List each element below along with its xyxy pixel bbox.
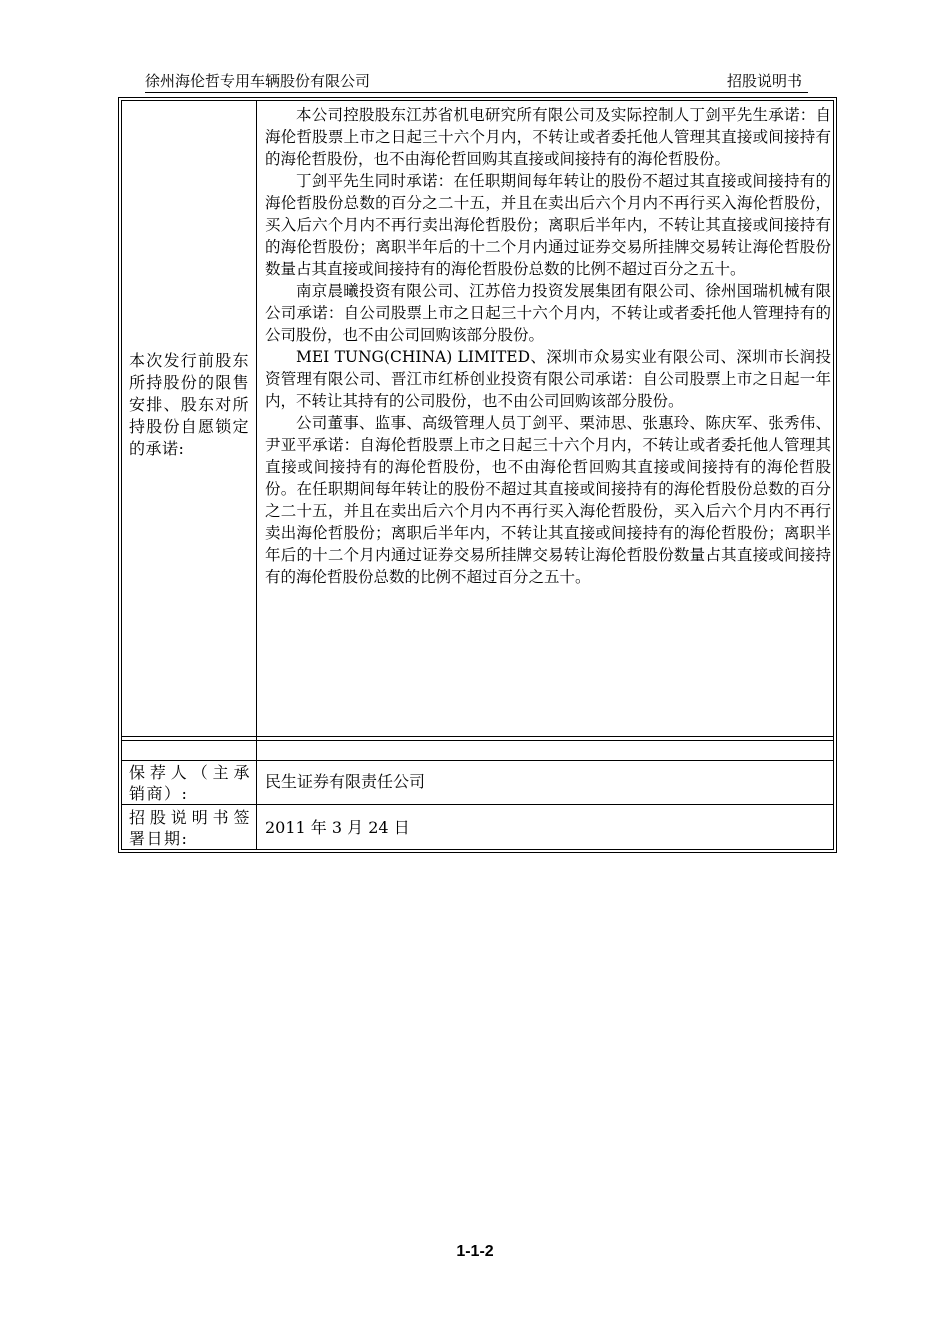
table-column-divider <box>256 100 257 850</box>
table-row-divider <box>121 736 834 737</box>
page-header <box>145 70 808 93</box>
lockup-content <box>265 104 831 588</box>
lockup-paragraph: 公司董事、监事、高级管理人员丁剑平、栗沛思、张惠玲、陈庆军、张秀伟、尹亚平承诺：自海伦哲股票上市之日起三十六个月内，不转让或者委托他人管理其直接或间接持有的海伦哲股份，也不由海伦哲回购其直接或间接持有的海伦哲股份。在任职期间每年转让的股份不超过其直接或间接持有的海伦哲股份总数的百分之二十五，并且在卖出后六个月内不再行买入海伦哲股份，买入后六个月内不再行卖出海伦哲股份；离职后半年内，不转让其直接或间接持有的海伦哲股份；离职半年后的十二个月内通过证券交易所挂牌交易转让海伦哲股份数量占其直接或间接持有的海伦哲股份总数的比例不超过百分之五十。 <box>265 414 831 586</box>
sign-date-value: 2011 年 3 月 24 日 <box>265 818 410 837</box>
sponsor-label: 保荐人（主承销商）: <box>129 763 251 803</box>
table-row-divider <box>121 740 834 741</box>
table-row-divider <box>121 760 834 761</box>
sign-date-label: 招股说明书签署日期: <box>129 808 251 848</box>
table-row-divider <box>121 804 834 805</box>
lockup-label: 本次发行前股东所持股份的限售安排、股东对所持股份自愿锁定的承诺: <box>129 351 249 458</box>
lockup-paragraph: 本公司控股股东江苏省机电研究所有限公司及实际控制人丁剑平先生承诺：自海伦哲股票上市之日起三十六个月内，不转让或者委托他人管理其直接或间接持有的海伦哲股份，也不由海伦哲回购其直接或间接持有的海伦哲股份。 <box>265 106 831 168</box>
lockup-paragraph: 丁剑平先生同时承诺：在任职期间每年转让的股份不超过其直接或间接持有的海伦哲股份总数的百分之二十五，并且在卖出后六个月内不再行买入海伦哲股份，买入后六个月内不再行卖出海伦哲股份；离职后半年内，不转让其直接或间接持有的海伦哲股份；离职半年后的十二个月内通过证券交易所挂牌交易转让海伦哲股份数量占其直接或间接持有的海伦哲股份总数的比例不超过百分之五十。 <box>265 172 831 278</box>
header-company-name: 徐州海伦哲专用车辆股份有限公司 <box>145 72 371 90</box>
lockup-paragraph: 南京晨曦投资有限公司、江苏倍力投资发展集团有限公司、徐州国瑞机械有限公司承诺：自公司股票上市之日起三十六个月内，不转让或者委托他人管理持有的公司股份，也不由公司回购该部分股份。 <box>265 282 831 344</box>
page-number: 1-1-2 <box>456 1243 494 1260</box>
header-document-type: 招股说明书 <box>726 72 802 90</box>
sponsor-value: 民生证券有限责任公司 <box>265 772 426 791</box>
lockup-paragraph: MEI TUNG(CHINA) LIMITED、深圳市众易实业有限公司、深圳市长润投资管理有限公司、晋江市红桥创业投资有限公司承诺：自公司股票上市之日起一年内，不转让其持有的公司股份，也不由公司回购该部分股份。 <box>265 348 831 410</box>
